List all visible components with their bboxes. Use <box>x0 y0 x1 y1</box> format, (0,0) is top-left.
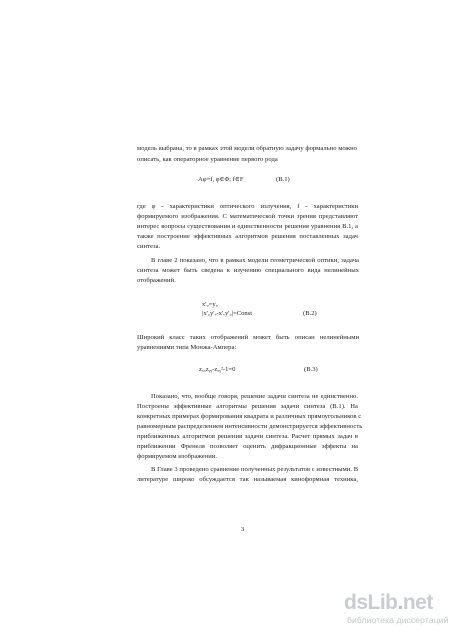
equation-b2-line1: x'ᵤ=yᵤ <box>202 301 218 308</box>
watermark-logo-tld: net <box>402 591 433 614</box>
paragraph-line: формируемом изображении. <box>137 453 218 460</box>
paragraph-line: В Главе 3 проведено сравнение полученных результатов с известными. В <box>151 466 359 473</box>
paragraph-line: отображений. <box>137 277 176 284</box>
paragraph-line: равномерным распределением интенсивности демонстрируется эффективность <box>137 423 363 430</box>
paragraph-line: где φ - характеристики оптического излучения, f - характеристики <box>137 203 358 210</box>
watermark-logo-main: dsLib <box>344 591 398 614</box>
equation-b2-number: (В.2) <box>303 310 317 317</box>
paragraph-line: Показано, что, вообще говоря, решение задачи синтеза не единственно. <box>151 393 358 400</box>
paragraph-line: формируемого изображения. С математической точки зрения представляют <box>137 213 358 220</box>
paragraph-line: В главе 2 показано, что в рамках модели геометрической оптики, задача <box>151 257 359 264</box>
paragraph-line: синтеза. <box>137 243 161 250</box>
watermark-logo-dot: . <box>397 591 403 614</box>
equation-b2-line2: |x'ᵤy'ᵥ-x'ᵥy'ᵤ|=Const <box>202 310 253 317</box>
equation-b3: zₓₓzᵧᵧ-zₓᵧ²-1=0 <box>199 366 236 373</box>
equation-b1-number: (В.1) <box>276 176 290 183</box>
paragraph-line: Широкий класс таких отображений может быть описан нелинейными <box>137 334 359 341</box>
paragraph-line: модель выбрана, то в рамках этой модели обратную задачу формально можно <box>137 145 357 152</box>
paragraph-line: литературе широко обсуждается так называемая киноформная техника, <box>137 476 358 483</box>
page-number: 3 <box>241 526 245 533</box>
equation-b3-number: (В.3) <box>304 366 318 373</box>
paragraph-line: синтеза может быть сведена к изучению специального вида нелинейных <box>137 267 359 274</box>
dslib-watermark <box>344 591 449 628</box>
watermark-logo <box>344 592 433 614</box>
paragraph-line: конкретных примерах формирования квадрата и различных прямоугольников с <box>137 413 362 420</box>
paragraph-line: Построены эффективные алгоритмы решения задачи синтеза (В.1). На <box>137 403 358 410</box>
equation-b1: Aφ=f, φ∈Φ; f∈F <box>198 176 244 183</box>
paragraph-line: приближении Френеля позволяет оценить дифракционные эффекты на <box>137 443 358 450</box>
paragraph-line: уравнениями типа Монжа-Ампера: <box>137 344 237 351</box>
watermark-tagline: библиотека диссертаций <box>347 615 449 625</box>
paragraph-line: также построение эффективных алгоритмов решения поставленных задач <box>137 233 358 240</box>
paragraph-line: интерес вопросы существования и единственности решения уравнения В.1, а <box>137 223 358 230</box>
paragraph-line: описать, как операторное уравнение первого рода <box>137 156 278 163</box>
paragraph-line: приближенных алгоритмов решения задачи синтеза. Расчет прямых задач в <box>137 433 358 440</box>
